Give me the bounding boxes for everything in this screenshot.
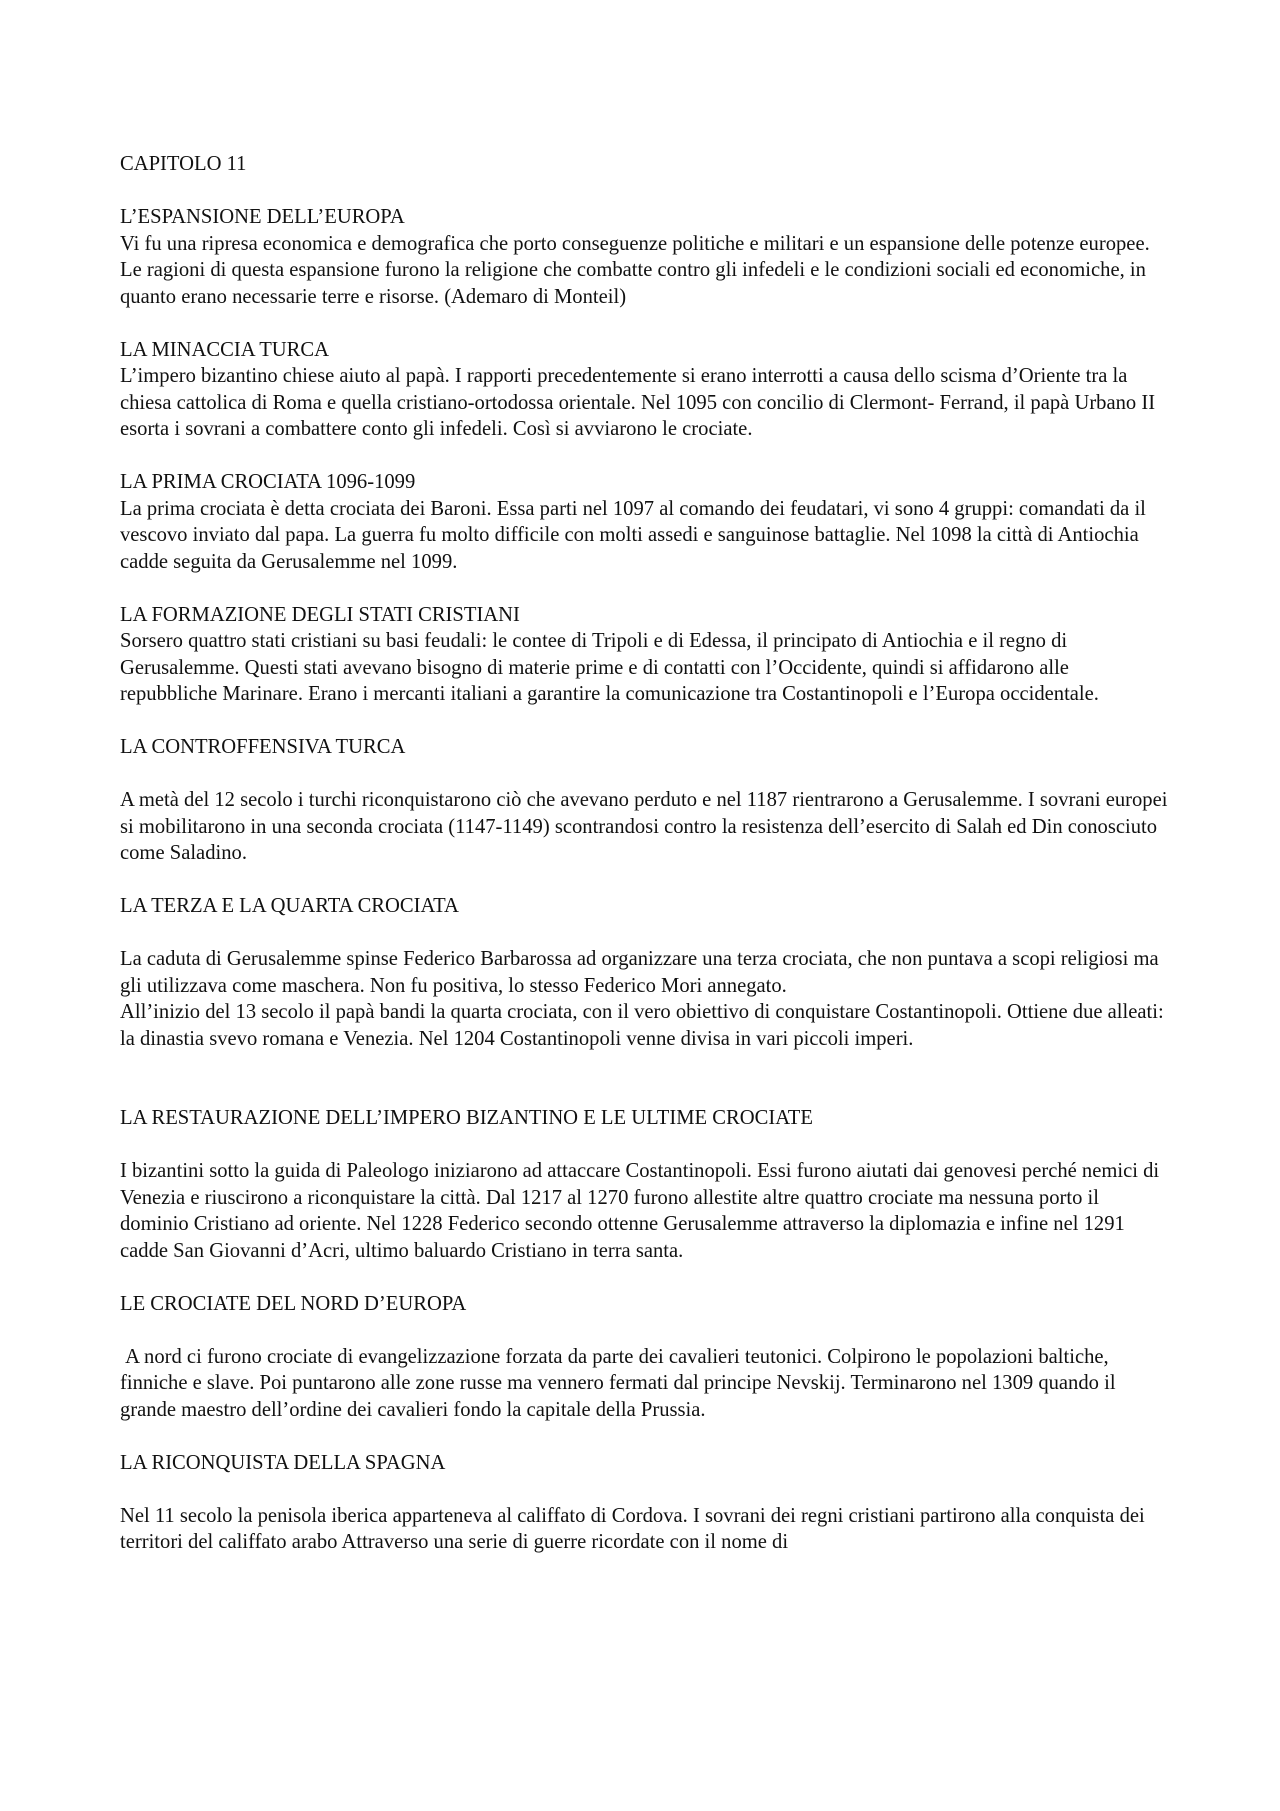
section-heading: LA PRIMA CROCIATA 1096-1099 — [120, 471, 416, 493]
chapter-title: CAPITOLO 11 — [120, 153, 247, 175]
blank-line — [120, 1476, 1170, 1503]
section-paragraph: A nord ci furono crociate di evangelizzazione forzata da parte dei cavalieri teutonici. Colpirono le popolazioni baltiche, finniche e slave. Poi puntarono alle zone russe ma vennero fermati dal principe Nevskij. Terminarono nel 1309 quando il grande maestro dell’ordine dei cavalieri fondo la capitale della Prussia. — [120, 1345, 1121, 1421]
section-espansione — [120, 204, 1170, 310]
section-heading: LA RESTAURAZIONE DELL’IMPERO BIZANTINO E LE ULTIME CROCIATE — [120, 1107, 813, 1129]
section-heading: LA TERZA E LA QUARTA CROCIATA — [120, 895, 459, 917]
blank-line — [120, 1079, 1170, 1106]
section-controffensiva-turca — [120, 734, 1170, 867]
section-paragraph: I bizantini sotto la guida di Paleologo iniziarono ad attaccare Costantinopoli. Essi furono aiutati dai genovesi perché nemici di Venezia e riuscirono a riconquistare la città. Dal 1217 al 1270 furono allestite altre quattro crociate ma nessuna porto il dominio Cristiano ad oriente. Nel 1228 Federico secondo ottenne Gerusalemme attraverso la diplomazia e infine nel 1291 cadde San Giovanni d’Acri, ultimo baluardo Cristiano in terra santa. — [120, 1160, 1160, 1262]
blank-line — [120, 1317, 1170, 1344]
section-heading: LE CROCIATE DEL NORD D’EUROPA — [120, 1292, 467, 1315]
section-paragraph: La prima crociata è detta crociata dei Baroni. Essa parti nel 1097 al comando dei feudatari, vi sono 4 gruppi: comandati da il vescovo inviato dal papa. La guerra fu molto difficile con molti assedi e sanguinose battaglie. Nel 1098 la città di Antiochia cadde seguita da Gerusalemme nel 1099. — [120, 497, 1146, 573]
section-crociate-nord — [120, 1291, 1170, 1424]
section-terza-quarta-crociata — [120, 893, 1170, 1052]
section-paragraph: L’impero bizantino chiese aiuto al papà. I rapporti precedentemente si erano interrotti a causa dello scisma d’Oriente tra la chiesa cattolica di Roma e quella cristiano-ortodossa orientale. Nel 1095 con concilio di Clermont- Ferrand, il papà Urbano II esorta i sovrani a combattere conto gli infedeli. Così si avviarono le crociate. — [120, 365, 1156, 440]
section-paragraph: Vi fu una ripresa economica e demografica che porto conseguenze politiche e militari e un espansione delle potenze europee. Le ragioni di questa espansione furono la religione che combatte contro gli infedeli e le condizioni sociali ed economiche, in quanto erano necessarie terre e risorse. (Ademaro di Monteil) — [120, 232, 1150, 308]
blank-line — [120, 761, 1170, 788]
section-heading: LA FORMAZIONE DEGLI STATI CRISTIANI — [120, 603, 520, 626]
section-stati-cristiani — [120, 602, 1170, 708]
section-heading: LA CONTROFFENSIVA TURCA — [120, 736, 406, 758]
document-body — [120, 151, 1170, 1582]
section-heading: LA MINACCIA TURCA — [120, 338, 330, 361]
section-riconquista-spagna — [120, 1450, 1170, 1556]
section-paragraph: Sorsero quattro stati cristiani su basi feudali: le contee di Tripoli e di Edessa, il principato di Antiochia e il regno di Gerusalemme. Questi stati avevano bisogno di materie prime e di contatti con l’Occidente, quindi si affidarono alle repubbliche Marinare. Erano i mercanti italiani a garantire la comunicazione tra Costantinopoli e l’Europa occidentale. — [120, 630, 1099, 705]
section-heading: L’ESPANSIONE DELL’EUROPA — [120, 206, 405, 228]
section-paragraph: La caduta di Gerusalemme spinse Federico Barbarossa ad organizzare una terza crociata, che non puntava a scopi religiosi ma gli utilizzava come maschera. Non fu positiva, lo stesso Federico Mori annegato. — [120, 948, 1159, 997]
blank-line — [120, 1132, 1170, 1159]
section-restaurazione-bizantina — [120, 1105, 1170, 1264]
section-paragraph: All’inizio del 13 secolo il papà bandi la quarta crociata, con il vero obiettivo di conquistare Costantinopoli. Ottiene due alleati: la dinastia svevo romana e Venezia. Nel 1204 Costantinopoli venne divisa in vari piccoli imperi. — [120, 1001, 1164, 1050]
section-paragraph: A metà del 12 secolo i turchi riconquistarono ciò che avevano perduto e nel 1187 rientrarono a Gerusalemme. I sovrani europei si mobilitarono in una seconda crociata (1147-1149) scontrandosi contro la resistenza dell’esercito di Salah ed Din conosciuto come Saladino. — [120, 789, 1168, 864]
section-prima-crociata — [120, 469, 1170, 575]
section-heading: LA RICONQUISTA DELLA SPAGNA — [120, 1451, 446, 1474]
section-paragraph: Nel 11 secolo la penisola iberica apparteneva al califfato di Cordova. I sovrani dei regni cristiani partirono alla conquista dei territori del califfato arabo Attraverso una serie di guerre ricordate con il nome di — [120, 1504, 1145, 1553]
blank-line — [120, 920, 1170, 947]
section-minaccia-turca — [120, 337, 1170, 443]
